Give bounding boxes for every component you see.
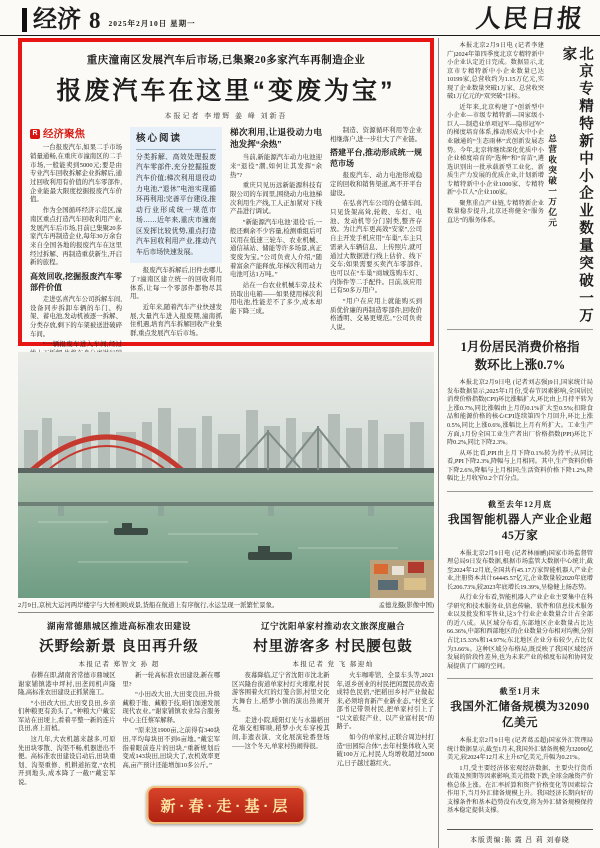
article-headline: 我国外汇储备规模为32090亿美元: [450, 701, 590, 730]
red-annotation-box: [18, 38, 434, 349]
main-column: [0, 36, 438, 848]
paragraph: 本报北京2月9日电 (记者葛孟超)国家外汇管理局统计数据显示,截至1月末,我国外汇储备规模为32090亿美元,较2024年12月末上升67亿美元,升幅为0.21%。: [447, 736, 593, 762]
paragraph: 在弘喜汽车公司的仓储车间,只见货架高耸,轮毂、车灯、电池、发动机等分门别类,整齐存放。为让汽车更高效“安家”,公司自主开发手机应用“车巢”,车主只需录入车辆信息、上传照片,就可通过大数据进行线上估价、线下交车;如果需要买卖汽车零部件,也可以在“车巢”商城选购车灯、内饰件等二手配件。目前,该应用已有50多万用户。: [330, 200, 422, 295]
paragraph: 当前,新能源汽车动力电池迎来“退役”潮,如何让其发挥“余热”?: [230, 154, 322, 179]
sidebar-article-forex: [447, 684, 593, 818]
sidebar-article-beijing: [447, 42, 593, 324]
lead-byline: 本报记者 李增辉 姜 峰 刘新吾: [164, 112, 288, 120]
paragraph: 如今的单家村,正联合周边村打造“田园综合体”,去年村集体收入突破100万元,村民人均增收超过5000元,日子越过越红火。: [336, 733, 434, 767]
paragraph: “原来这1900亩,之前得有340块田,平均每块田不到6亩地。”戴宏军指着眼前连片的田块,“重新规划后变成143块田,田块大了,农机效率更高,亩产预计还能增加10多公斤。”: [122, 727, 220, 769]
article-headline: 1月份居民消费价格指数环比上涨0.7%: [460, 340, 580, 373]
focus-badge-icon: R: [30, 129, 40, 139]
sidebar-article-cpi: [447, 335, 593, 486]
paragraph: 报废汽车、动力电池形成稳定的回收和销售渠道,离不开平台建设。: [330, 172, 422, 197]
lead-columns: [30, 127, 422, 349]
core-reading-title: 核心阅读: [136, 133, 216, 150]
paragraph: 走进小院,暖阳灯光与水墨稻田花墙交相辉映,稻梦小火车穿梭其间,非遗表演、文化展演轮番登场——这个冬天,单家村热闹得很。: [232, 716, 330, 750]
paragraph: 春耕在即,湖南省常德市鼎城区谢家铺镇港中坪村,田垄间机声隆隆,高标准农田建设正抓紧施工。: [18, 672, 116, 697]
paragraph: 一台报废汽车,如果二手市场销量通畅,在重庆市潼南区的二手市场,一般能卖到5000元;要是由专业汽车回收拆解企业拆解后,通过回收利用有价值的汽车零部件,企业能最大限度挖掘报废汽车价值。: [30, 144, 122, 204]
paragraph: 制造、资源循环利用等企业相继落户,进一步壮大了产业链。: [330, 127, 422, 143]
lead-headline: 报废汽车在这里“变废为宝”: [56, 77, 396, 105]
masthead-logo: 人民日报: [474, 6, 586, 33]
article-kicker: 湖南常德鼎城区推进高标准农田建设: [46, 621, 191, 631]
column-badge: [30, 127, 122, 141]
paragraph: 本报北京2月9日电 (记者刘志强)9日,国家统计局发布数据显示,2025年1月份,受春节因素影响,全国居民消费价格指数(CPI)环比涨幅扩大,环比由上月持平转为上涨0.7%,同比涨幅由上月的0.1%扩大至0.5%;扣除食品和能源价格的核心CPI连续第四个月回升,环比上涨0.5%,同比上涨0.6%,涨幅比上月有所扩大。工业生产方面,1月份全国工业生产者出厂价格指数(PPI)环比下降0.2%,同比下降2.3%。: [447, 379, 593, 447]
paragraph: 本报北京2月9日电 (记者李建广)2024年第四季度北京专精特新中小企业认定近日完成。数据显示,北京市专精特新中小企业数量已达10199家,总营收约为1.15万亿元,实现了企业数量突破1万家、总营收突破1万亿元的“双突破”目标。: [447, 42, 544, 101]
article-col: [337, 672, 435, 824]
page-number: 8: [89, 8, 101, 33]
article-kicker: 截至去年12月底: [488, 499, 552, 509]
sub-headline: 搭建平台,推动形成统一规范市场: [330, 148, 422, 168]
paragraph: “用户在应用上就能购买到质优价廉的再制造零部件,回收价格透明、交易更规范。”公司负责人说。: [330, 298, 422, 332]
sidebar: [438, 38, 600, 848]
paragraph: 1月,受主要经济体宏观经济数据、主要央行货币政策及预期等因素影响,美元指数下跌,全球金融资产价格总体上涨。在汇率折算和资产价格变化等因素综合作用下,当月外汇储备规模上升。我国经济长期向好的支撑条件和基本趋势没有改变,将为外汇储备规模保持基本稳定提供支撑。: [447, 764, 593, 815]
paragraph: 聚焦重点产业链,专精特新企业数量稳步提升,北京还将健全“服务直达”的服务体系。: [447, 199, 544, 224]
page-editors-line: 本版责编:陈 霞 吕 莉 刘春晓: [447, 829, 593, 844]
paragraph: 从环比看,PPI由上月下降0.1%转为持平;从同比看,PPI下降2.3%,降幅与上月相同。其中,生产资料价格下降2.6%,降幅与上月相同;生活资料价格下降1.2%,降幅比上月收窄0.2个百分点。: [447, 449, 593, 483]
sub-headline: 高效回收,挖掘报废汽车零部件价值: [30, 272, 122, 292]
core-reading-box: [130, 127, 222, 263]
article-byline: 本报记者 郑智文 孙 超: [78, 661, 160, 668]
lead-kicker: 重庆潼南区发展汽车后市场,已集聚20多家汽车再制造企业: [86, 55, 366, 66]
lead-col-3: [230, 127, 322, 339]
sidebar-article-robots: [447, 497, 593, 673]
vertical-headline: 北京专精特新中小企业数量突破一万家: [560, 46, 593, 324]
lead-col-1: [30, 127, 122, 349]
paragraph: 火车咖啡馆、全景车头等,2021年,返乡创业的村民把闲置民房改造成特色民宿,“把稻田乡村产业做起来,必须培育新产业新业态。”村党支部书记带领村民,把单家村引上了“以文旅促产业、以产业富村民”的路子。: [336, 672, 434, 731]
paragraph: “小田改大田,大田变良田,乡亲们种粮更有劲头了。”种粮大户戴宏军站在田埂上,看着平整一新的连片良田,喜上眉梢。: [18, 699, 116, 733]
paragraph: 重庆只见历远新能源科技有限公司的车间里,围绕动力电池梯次利用生产线,工人正加紧对下线产品进行调试。: [230, 182, 322, 216]
page-date: 2025年2月10日 星期一: [108, 19, 196, 28]
lead-col-4: [330, 127, 422, 339]
paragraph: 站在一台农业机械车旁,技术员取出电箱——如果使用梯次利用电池,性能差不了多少,成本却能下降三成。: [230, 282, 322, 316]
paragraph: “一辆报废车进入车间,经过: [42, 341, 122, 349]
article-headline: 我国智能机器人产业企业超45万家: [448, 513, 592, 542]
paragraph: “新能源汽车电池‘退役’后,一般还剩余不少容量,检测重组后可以用在低速三轮车、农业机械、通信基站、储能等许多场景,真正变废为宝。”公司负责人介绍,“随着富余产能释放,年梯次利用动力电池可达1万吨。”: [230, 219, 322, 279]
page-header: [0, 0, 600, 36]
spring-festival-banner: 新·春·走·基·层: [147, 786, 306, 824]
river-photo: [18, 352, 434, 598]
sub-headline: 梯次利用,让退役动力电池发挥“余热”: [230, 127, 322, 149]
vertical-subtitle: 总营收突破一万亿元: [547, 134, 558, 229]
paragraph: 这几年,大农机越来越多,可原先田块零散、沟渠不畅,机器进出不便。高标准农田建设启动后,田块重划、沟渠重修、机耕道拓宽,“农机开到地头,成本降了一截!”戴宏军说。: [18, 735, 116, 786]
article-headline: 村里游客多 村民腰包鼓: [253, 639, 413, 655]
photo-credit: 孟德龙摄(影像中国): [378, 602, 434, 609]
core-reading-text: 分类拆解、高效处理报废汽车零部件,充分挖掘报废汽车价值;梯次利用退役动力电池,“退休”电池实现循环再利用;完善平台建设,推动行业形成统一规范市场……近年来,重庆市潼南区发挥比较优势,重点打造汽车回收利用产业,推动汽车后市场快速发展。: [136, 153, 216, 256]
focus-badge-label: 经济聚焦: [43, 128, 85, 140]
divider: [447, 678, 593, 679]
article-headline: 沃野绘新景 良田再升级: [39, 639, 199, 655]
article-kicker: 辽宁沈阳单家村推动农文旅深度融合: [260, 621, 405, 631]
article-kicker: 截至1月末: [499, 687, 541, 697]
paragraph: 走进弘喜汽车公司拆解车间,设备同步拆卸车辆的车门、构架、蓄电池,发动机被逐一拆解、分类存放,剩下的车架被送进破碎车间。: [30, 295, 122, 338]
section-title: 经济: [22, 8, 81, 32]
paragraph: 本报北京2月9日电 (记者林丽鹂)国家市场监督管理总局9日发布数据,根据市场监管大数据中心统计,截至2024年12月底,全国共有45.17万家智能机器人产业企业,注册资本共计64445.57亿元,企业数量较2020年底增长206.73%,较2023年底增长19.39%,呈稳健上扬态势。: [447, 549, 593, 591]
paragraph: “小田改大田,大田变良田,升级藏粮于地、藏粮于技,咱们加速发展现代农业。”谢家铺镇农业综合服务中心主任蔡军解释。: [122, 691, 220, 724]
photo-caption: 2月9日,京杭大运河两岸楼宇与大桥相映成景,货船在航道上有序航行,水运呈现一派繁忙景象。: [18, 602, 279, 609]
paragraph: 新一轮高标准农田建设,新在哪里?: [122, 672, 220, 688]
photo-caption-row: [18, 598, 434, 613]
paragraph: 夜幕降临,辽宁省沈阳市沈北新区兴隆台街道单家村灯火璀璨,村民游客围着火红的灯笼合影,村里文化大舞台上,稻梦小镇的演出热闹开场。: [232, 672, 330, 714]
divider: [447, 491, 593, 492]
lead-col-2: [130, 127, 222, 339]
paragraph: 近年来,随着汽车产业快速发展,大量汽车进入报废期,潼南抓住机遇,培育汽车拆解回收产业集群,重点发展汽车后市场。: [130, 304, 222, 338]
river-photo-illustration: [18, 352, 434, 598]
paragraph: 作为全国循环经济示范区,潼南区重点打造汽车回收利用产业,发展汽车后市场,目前已集聚20多家汽车再制造企业,每年30万余台来自全国各地的报废汽车在这里经过拆解、再制造重获新生,开启新的旅程。: [30, 207, 122, 267]
paragraph: 从行业分布看,智能机器人产业企业主要集中在科学研究和技术服务业,信息传输、软件和信息技术服务业以及批发和零售业,这3个行业企业数量合计占全部的近八成。从区域分布看,东部地区企业数量占比达66.36%,中部和西部地区的企业数量分布相对均衡,分别占比15.33%和14.97%;东北地区企业分布较少,占比仅为3.66%。这种区域分布格局,既反映了我国区域经济发展的阶段性差异,也为未来产业的梯度布局和协同发展提供了广阔的空间。: [447, 594, 593, 670]
paragraph: 报废汽车拆解后,旧件去哪儿了?潼南区建立统一的回收利用体系,让每一个零部件都物尽其用。: [130, 267, 222, 301]
article-byline: 本报记者 党 飞 郝迎灿: [292, 661, 374, 668]
divider: [447, 329, 593, 330]
bottom-articles: [18, 618, 434, 824]
article-col: [18, 672, 116, 824]
paragraph: 近年来,北京构建了“创新型中小企业—市级专精特新—国家级小巨人—制造业单项冠军—隐形冠军”的梯度培育体系,推动形成大中小企业融通的“生态雨林”式创新发展态势。今年,北京将继续深化优质中小企业梯度培育的“选种”和“育苗”,遴选识别出一批承载新型工业化、新质生产力发展的优质企业,计划新增专精特新中小企业1000家、专精特新“小巨人”企业100家。: [447, 103, 544, 197]
